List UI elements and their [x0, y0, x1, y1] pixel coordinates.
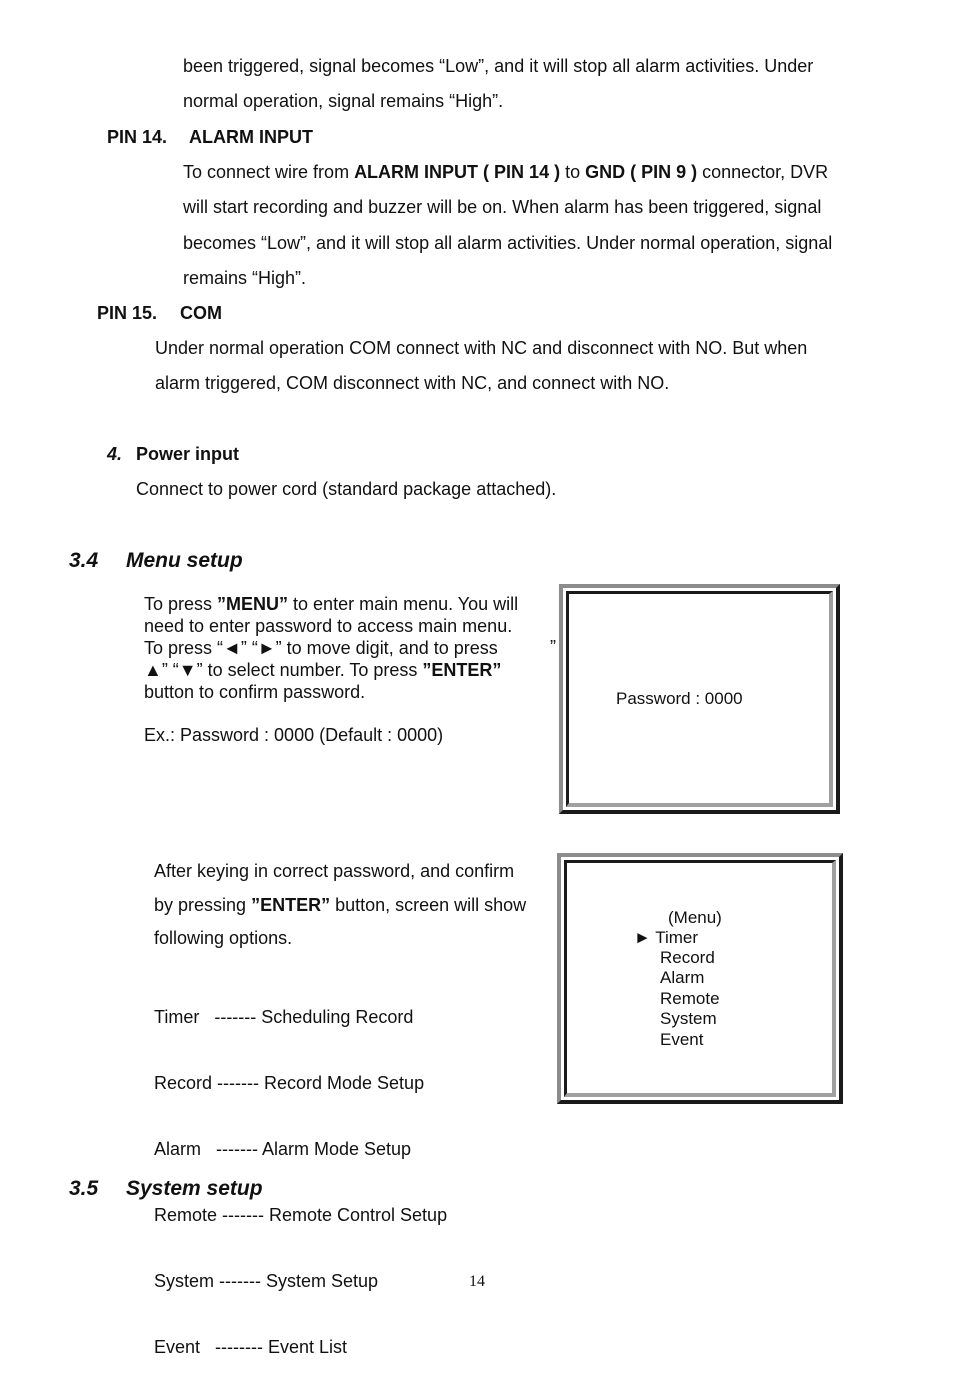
pin14-description [183, 155, 832, 297]
pin14-text-e: connector, DVR [697, 162, 829, 182]
menu-screen [557, 853, 843, 1104]
menu-intro-line-3: following options. [154, 928, 293, 948]
instr-line-1 [144, 593, 518, 615]
pin14-line-1 [183, 155, 832, 190]
power-title: Power input [136, 444, 239, 464]
menu-intro-line-1: After keying in correct password, and confirm [154, 861, 515, 881]
menu-intro-enter: ”ENTER” [251, 894, 331, 915]
pin15-heading [97, 303, 222, 324]
section-3-5-title: System setup [126, 1177, 263, 1200]
pin14-text-b: ALARM INPUT ( PIN 14 ) [354, 162, 561, 182]
section-3-5-number: 3.5 [69, 1177, 99, 1200]
menu-screen-item-record: Record [660, 948, 715, 967]
enter-key-label: ”ENTER” [422, 660, 502, 680]
pin15-description [155, 331, 807, 402]
section-3-5-heading [69, 1177, 263, 1201]
pin14-line-3: becomes “Low”, and it will stop all alarm activities. Under normal operation, signal [183, 232, 833, 253]
instr-line-2: need to enter password to access main menu. [144, 616, 513, 636]
menu-options-list [154, 962, 447, 1380]
instr-line-3 [144, 637, 518, 659]
section-3-4-heading [69, 549, 243, 573]
menu-option-event: Event -------- Event List [154, 1337, 348, 1357]
menu-setup-instructions [144, 593, 518, 703]
menu-screen-item-remote: Remote [660, 988, 720, 1008]
menu-option-timer: Timer ------- Scheduling Record [154, 1007, 414, 1027]
pin15-name: COM [180, 303, 222, 323]
menu-option-system: System ------- System Setup [154, 1271, 379, 1291]
password-screen [559, 584, 840, 814]
menu-option-remote: Remote ------- Remote Control Setup [154, 1205, 448, 1225]
menu-option-alarm: Alarm ------- Alarm Mode Setup [154, 1139, 412, 1159]
pin14-line-2: will start recording and buzzer will be on. When alarm has been triggered, signal [183, 197, 822, 218]
power-num: 4. [107, 444, 123, 464]
pin14-text-c: to [560, 162, 586, 182]
pin15-line-1: Under normal operation COM connect with NC and disconnect with NO. But when [155, 338, 808, 358]
menu-intro-line-2 [154, 889, 526, 923]
stray-quote: ” [550, 637, 556, 657]
instr-line-5: button to confirm password. [144, 682, 366, 702]
menu-screen-title: (Menu) [668, 908, 722, 927]
page-number: 14 [469, 1273, 485, 1290]
instr-line-4 [144, 659, 518, 681]
pin14-text-d: GND ( PIN 9 ) [585, 162, 698, 182]
password-example: Ex.: Password : 0000 (Default : 0000) [144, 725, 444, 745]
menu-screen-item-alarm: Alarm [660, 968, 705, 988]
menu-screen-items [634, 928, 698, 948]
power-text: Connect to power cord (standard package attached). [136, 479, 557, 499]
pin14-label: PIN 14. [107, 127, 168, 147]
instr-1c: to enter main menu. You will [288, 594, 519, 614]
section-3-4-title: Menu setup [126, 549, 243, 572]
intro-line-1: been triggered, signal becomes “Low”, and it will stop all alarm activities. Under [183, 56, 814, 76]
menu-option-record: Record ------- Record Mode Setup [154, 1073, 425, 1093]
pin14-text-a: To connect wire from [183, 162, 355, 182]
menu-intro-text [154, 855, 526, 956]
menu-intro-2c: button, screen will show [330, 894, 527, 915]
pin15-label: PIN 15. [97, 303, 158, 323]
intro-line-2: normal operation, signal remains “High”. [183, 91, 504, 112]
instr-3: To press “◄” “►” to move digit, and to press [144, 638, 498, 658]
section-3-4-number: 3.4 [69, 549, 99, 572]
power-heading [107, 444, 239, 465]
menu-screen-item-event: Event [660, 1029, 704, 1049]
menu-key-label: ”MENU” [217, 594, 289, 614]
pin14-name: ALARM INPUT [189, 127, 313, 147]
intro-text [183, 49, 813, 120]
password-screen-text: Password : 0000 [616, 689, 743, 708]
instr-4a: ▲” “▼” to select number. To press [144, 660, 423, 680]
pin14-line-4: remains “High”. [183, 268, 307, 289]
instr-1a: To press [144, 594, 218, 614]
menu-intro-2a: by pressing [154, 894, 252, 915]
menu-screen-items-rest [660, 948, 720, 1050]
menu-screen-item-system: System [660, 1009, 717, 1029]
menu-screen-item-timer: ► Timer [634, 928, 699, 947]
pin15-line-2: alarm triggered, COM disconnect with NC, and connect with NO. [155, 373, 670, 394]
pin14-heading [107, 127, 313, 148]
